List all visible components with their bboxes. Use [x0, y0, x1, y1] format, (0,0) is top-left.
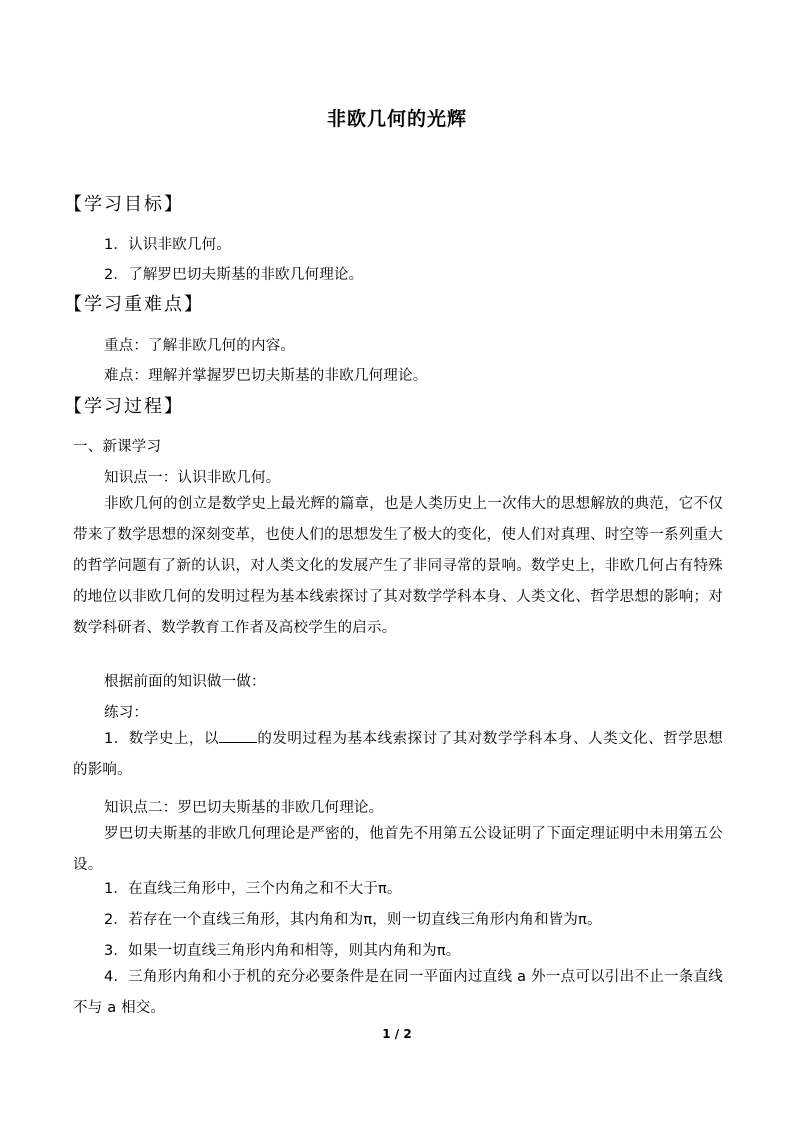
process-heading: 【学习过程】: [64, 396, 184, 417]
key-points-heading: 【学习重难点】: [64, 294, 204, 315]
objective-item: 1．认识非欧几何。: [104, 237, 232, 253]
knowledge-point-1-paragraph: 非欧几何的创立是数学史上最光辉的篇章，也是人类历史上一次伟大的思想解放的典范，它不仅带来了数学思想的深刻变革，也使人们的思想发生了极大的变化，使人们对真理、时空等一系列重大的哲学问题有了新的认识，对人类文化的发展产生了非同寻常的景响。数学史上，非欧几何占有特殊的地位以非欧几何的发明过程为基本线索探讨了其对数学学科本身、人类文化、哲学思想的影响；对数学科研者、数学教育工作者及高校学生的启示。: [73, 496, 723, 636]
objective-item: 2．了解罗巴切夫斯基的非欧几何理论。: [104, 267, 364, 283]
document-title: 非欧几何的光辉: [326, 108, 467, 130]
exercise-1: [73, 724, 723, 786]
theorem-item: 1．在直线三角形中，三个内角之和不大于π。: [104, 881, 402, 897]
theorem-item: 3．如果一切直线三角形内角和相等，则其内角和为π。: [104, 943, 461, 959]
practice-label: 练习：: [104, 705, 149, 721]
knowledge-point-2-paragraph: 罗巴切夫斯基的非欧几何理论是严密的，他首先不用第五公设证明了下面定理证明中未用第五公设。: [73, 826, 723, 873]
difficult-point-item: 难点：理解并掌握罗巴切夫斯基的非欧几何理论。: [104, 368, 428, 384]
subheading-new-lesson: 一、新课学习: [73, 439, 162, 455]
theorem-item: 4．三角形内角和小于机的充分必要条件是在同一平面内过直线 a 外一点可以引出不止一条直线不与 a 相交。: [73, 969, 723, 1016]
fill-in-blank[interactable]: [219, 728, 257, 743]
objectives-heading: 【学习目标】: [64, 194, 184, 215]
key-point-item: 重点：了解非欧几何的内容。: [104, 338, 296, 354]
theorem-item: 2．若存在一个直线三角形，其内角和为π，则一切直线三角形内角和皆为π。: [104, 912, 602, 928]
knowledge-point-1-title: 知识点一：认识非欧几何。: [104, 470, 281, 486]
page-number: 1 / 2: [382, 1027, 412, 1041]
practice-intro: 根据前面的知识做一做：: [104, 674, 266, 690]
exercise-1-text-after: 的发明过程为基本线索探讨了其对数学学科本身、人类文化、哲学思想的影响。: [73, 731, 724, 778]
knowledge-point-2-title: 知识点二：罗巴切夫斯基的非欧几何理论。: [104, 800, 384, 816]
exercise-1-text-before: 1．数学史上，以: [104, 731, 219, 747]
